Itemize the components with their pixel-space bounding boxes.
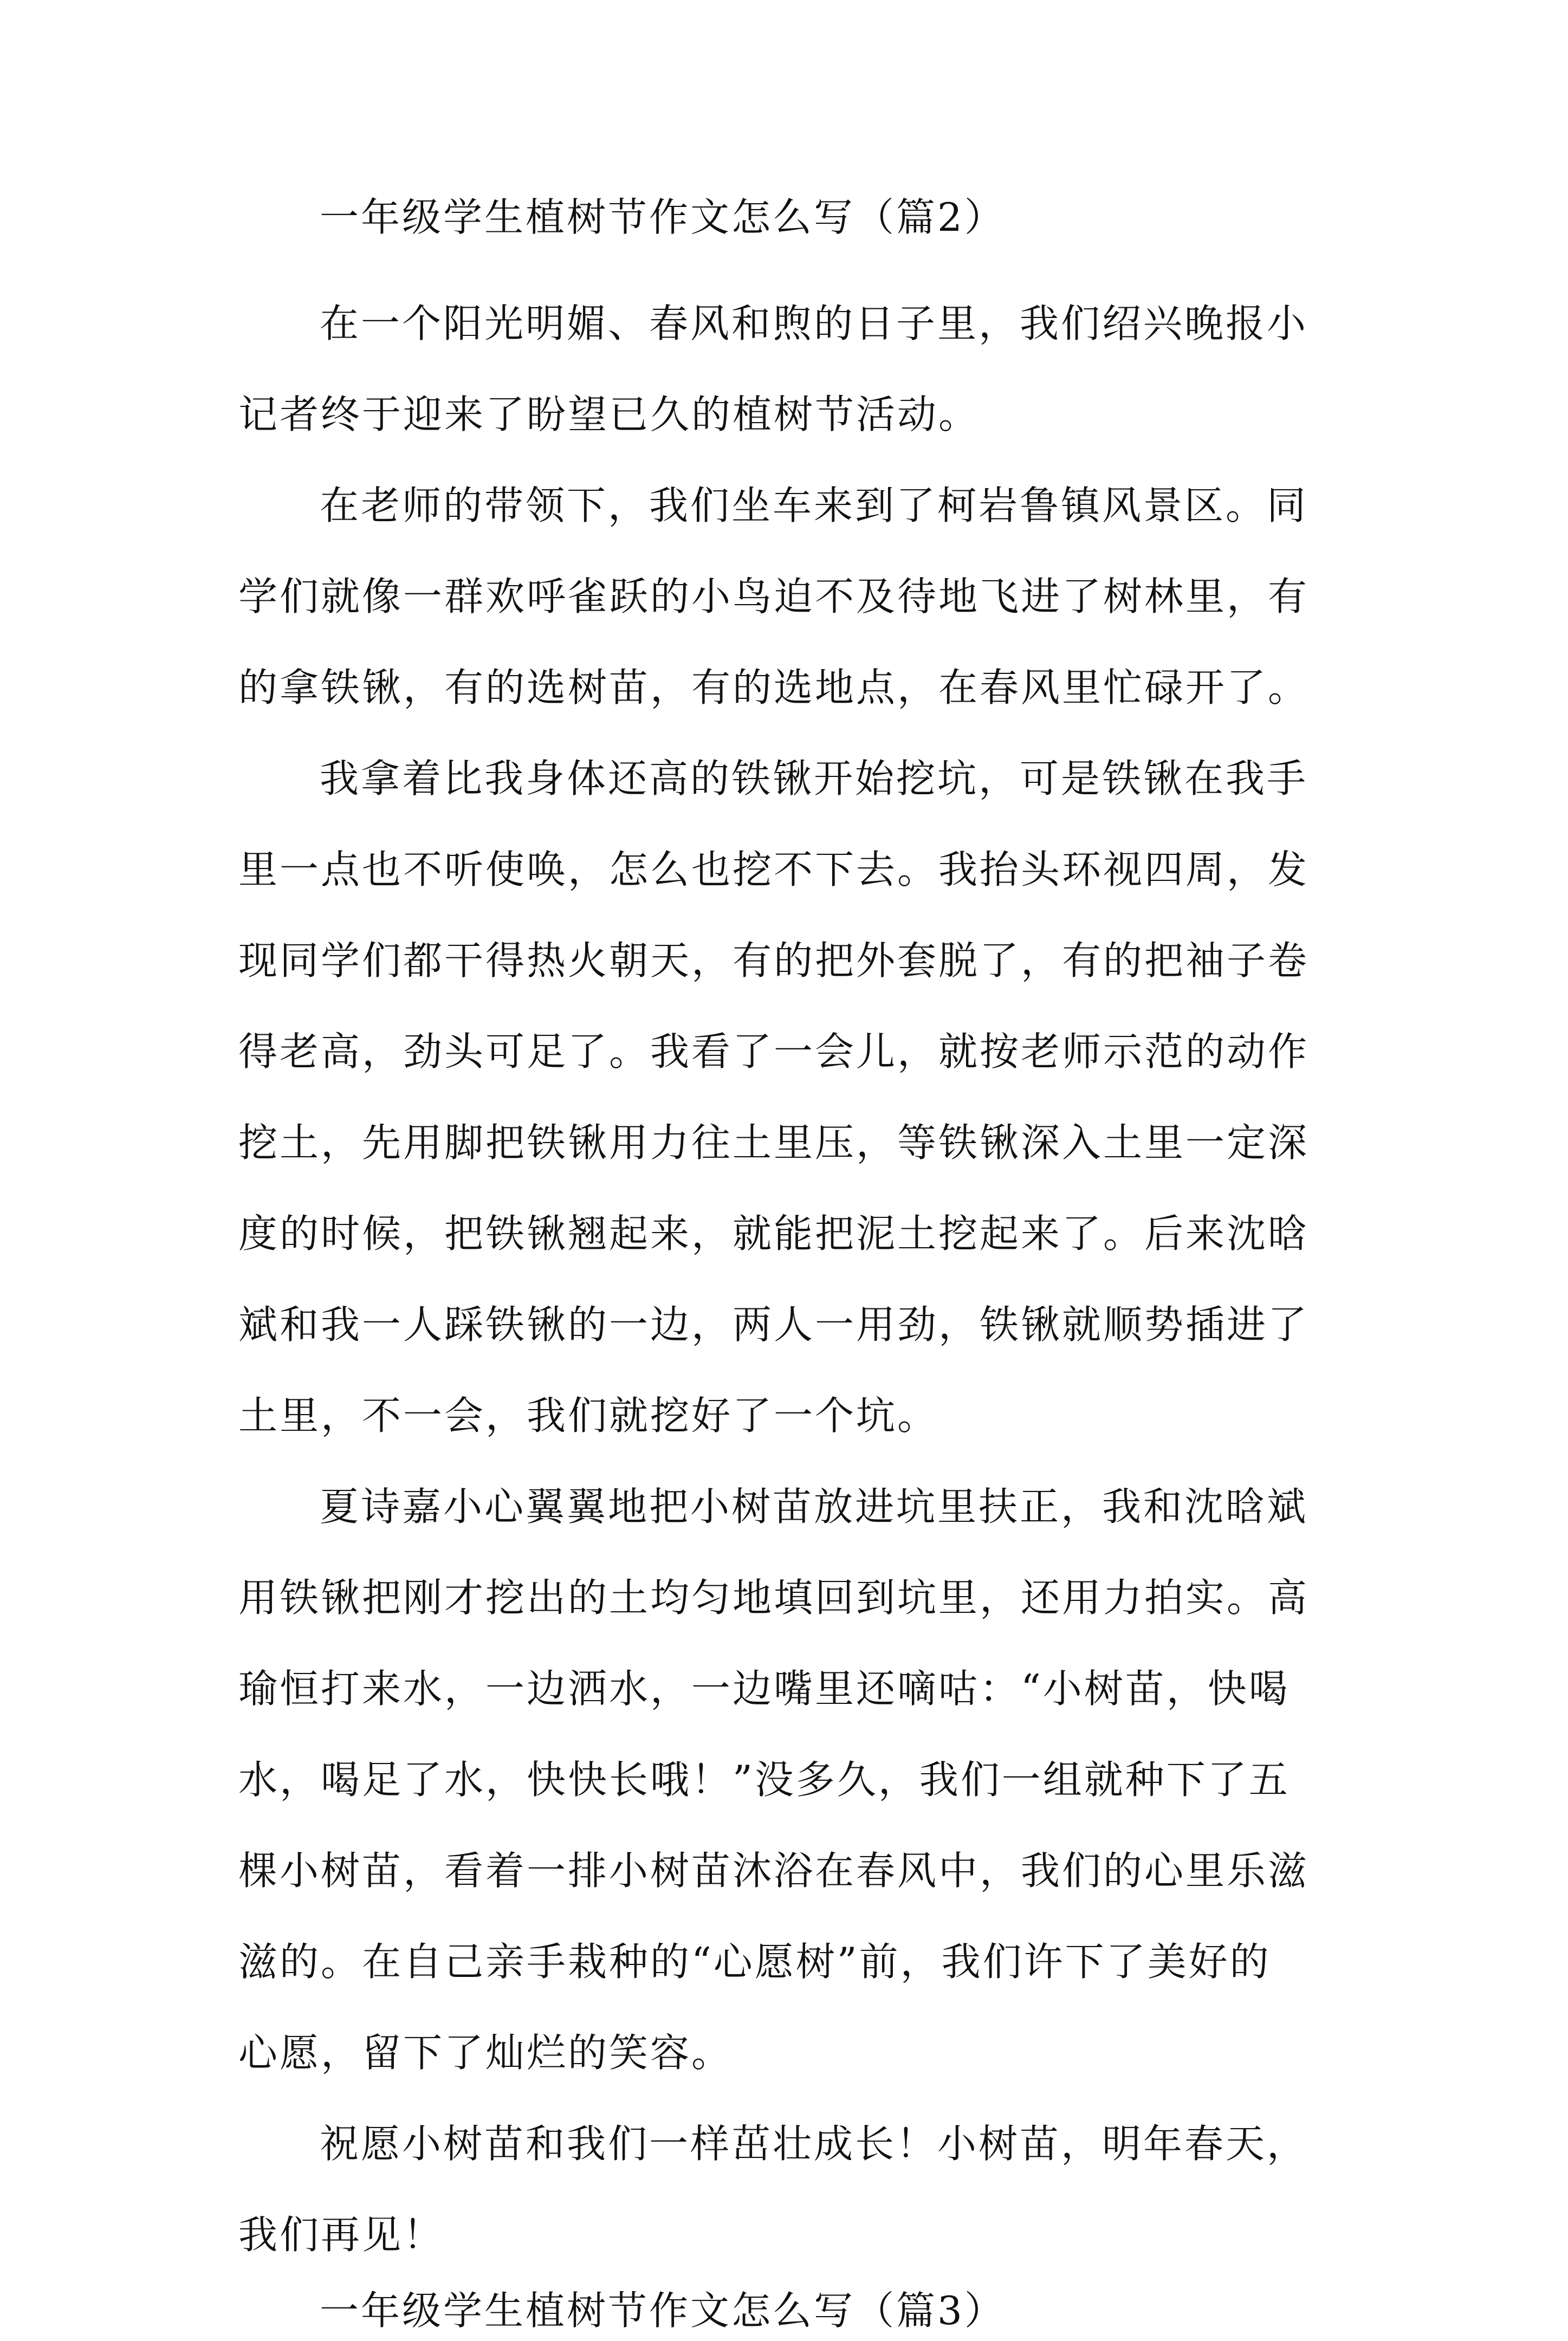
text-line: 的拿铁锹，有的选树苗，有的选地点，在春风里忙碌开了。	[238, 665, 1310, 710]
text-line: 滋的。在自己亲手栽种的“心愿树”前，我们许下了美好的	[238, 1939, 1271, 1985]
text-line: 现同学们都干得热火朝天，有的把外套脱了，有的把袖子卷	[238, 938, 1310, 983]
text-line: 我拿着比我身体还高的铁锹开始挖坑，可是铁锹在我手	[320, 756, 1308, 801]
text-line: 用铁锹把刚才挖出的土均匀地填回到坑里，还用力拍实。高	[238, 1575, 1310, 1620]
paragraph-2	[238, 460, 1355, 733]
text-line: 度的时候，把铁锹翘起来，就能把泥土挖起来了。后来沈晗	[238, 1211, 1310, 1256]
paragraph-3	[238, 733, 1355, 1461]
paragraph-5	[238, 2098, 1355, 2280]
text-line: 在一个阳光明媚、春风和煦的日子里，我们绍兴晚报小	[320, 301, 1308, 346]
text-line: 水，喝足了水，快快长哦！”没多久，我们一组就种下了五	[238, 1757, 1290, 1802]
text-line: 里一点也不听使唤，怎么也挖不下去。我抬头环视四周，发	[238, 847, 1310, 892]
text-line: 在老师的带领下，我们坐车来到了柯岩鲁镇风景区。同	[320, 483, 1308, 528]
essay-title-part-2: 一年级学生植树节作文怎么写（篇2）	[320, 194, 1006, 240]
paragraph-4	[238, 1461, 1355, 2098]
text-line: 夏诗嘉小心翼翼地把小树苗放进坑里扶正，我和沈晗斌	[320, 1484, 1308, 1529]
text-line: 祝愿小树苗和我们一样茁壮成长！小树苗，明年春天，	[320, 2121, 1308, 2167]
text-line: 心愿，留下了灿烂的笑容。	[238, 2030, 733, 2076]
text-line: 记者终于迎来了盼望已久的植树节活动。	[238, 392, 980, 437]
text-line: 土里，不一会，我们就挖好了一个坑。	[238, 1393, 939, 1438]
text-line: 棵小树苗，看着一排小树苗沐浴在春风中，我们的心里乐滋	[238, 1848, 1310, 1893]
essay-title-part-3: 一年级学生植树节作文怎么写（篇3）	[320, 2288, 1006, 2333]
text-line: 我们再见！	[238, 2212, 445, 2258]
text-line: 得老高，劲头可足了。我看了一会儿，就按老师示范的动作	[238, 1029, 1310, 1074]
text-line: 挖土，先用脚把铁锹用力往土里压，等铁锹深入土里一定深	[238, 1120, 1310, 1165]
text-line: 学们就像一群欢呼雀跃的小鸟迫不及待地飞进了树林里，有	[238, 574, 1310, 619]
paragraph-1	[238, 278, 1355, 460]
text-line: 斌和我一人踩铁锹的一边，两人一用劲，铁锹就顺势插进了	[238, 1302, 1310, 1347]
text-line: 瑜恒打来水，一边洒水，一边嘴里还嘀咕：“小树苗，快喝	[238, 1666, 1290, 1711]
